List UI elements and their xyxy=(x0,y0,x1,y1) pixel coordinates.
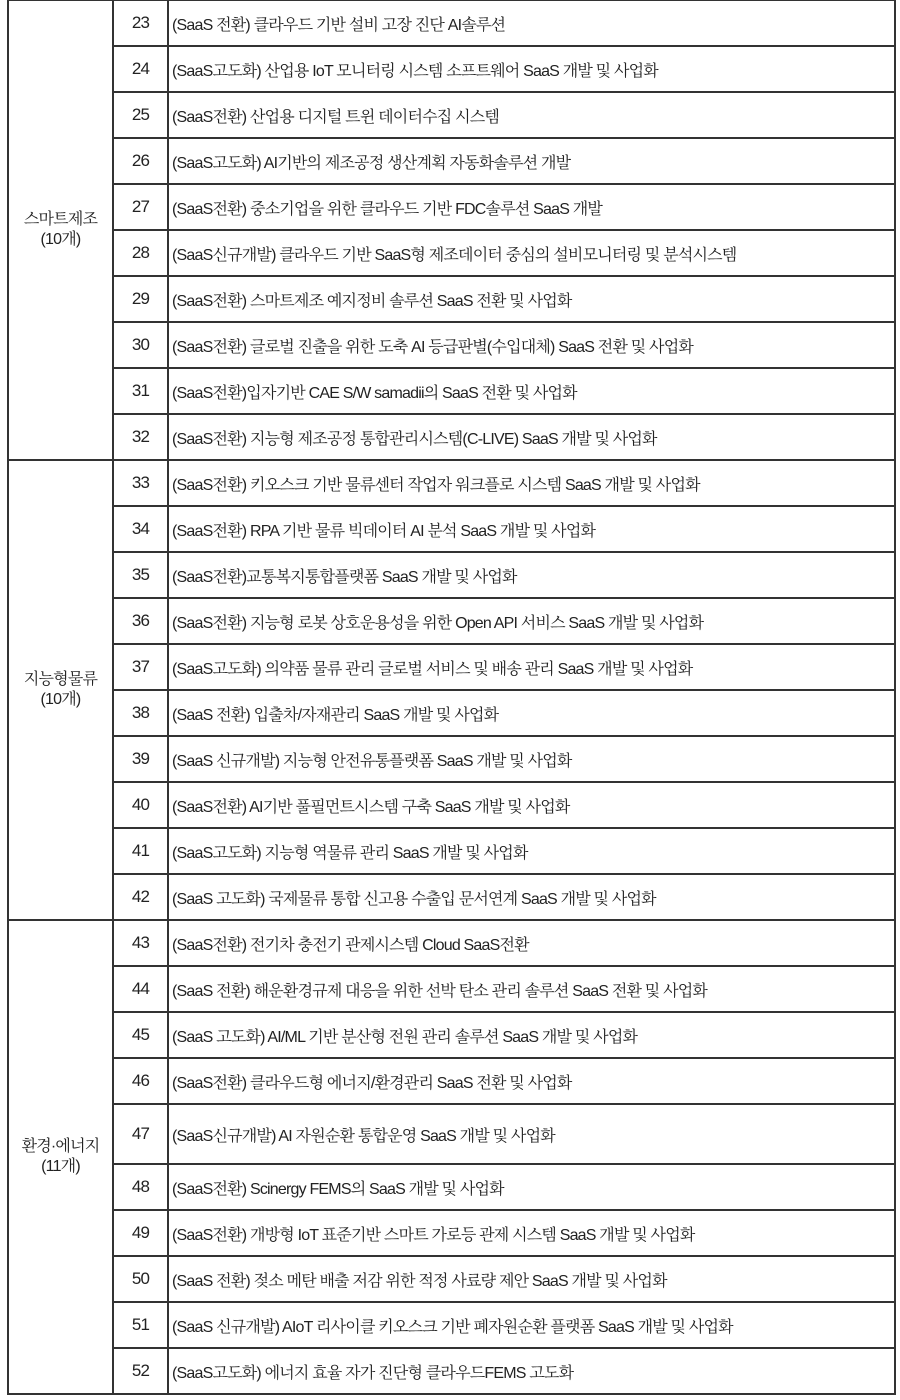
table-row xyxy=(8,828,895,874)
table-row xyxy=(8,230,895,276)
project-title: (SaaS 전환) 클라우드 기반 설비 고장 진단 AI솔루션 xyxy=(168,0,895,46)
table-row xyxy=(8,736,895,782)
row-number: 37 xyxy=(113,644,168,690)
row-number: 33 xyxy=(113,460,168,506)
row-number: 36 xyxy=(113,598,168,644)
project-title: (SaaS전환) Scinergy FEMS의 SaaS 개발 및 사업화 xyxy=(168,1164,895,1210)
category-name: 환경·에너지 xyxy=(21,1138,100,1155)
project-table xyxy=(7,0,896,1395)
row-number: 43 xyxy=(113,920,168,966)
project-title: (SaaS전환) 지능형 제조공정 통합관리시스템(C-LIVE) SaaS 개발 및 사업화 xyxy=(168,414,895,460)
table-row xyxy=(8,1256,895,1302)
row-number: 52 xyxy=(113,1348,168,1394)
row-number: 31 xyxy=(113,368,168,414)
project-title: (SaaS고도화) 의약품 물류 관리 글로벌 서비스 및 배송 관리 SaaS 개발 및 사업화 xyxy=(168,644,895,690)
table-row xyxy=(8,1012,895,1058)
row-number: 51 xyxy=(113,1302,168,1348)
table-row xyxy=(8,1348,895,1394)
table-row xyxy=(8,552,895,598)
project-title: (SaaS신규개발) 클라우드 기반 SaaS형 제조데이터 중심의 설비모니터링 및 분석시스템 xyxy=(168,230,895,276)
project-table-body xyxy=(8,0,895,1394)
table-row xyxy=(8,1164,895,1210)
project-title: (SaaS전환) AI기반 풀필먼트시스템 구축 SaaS 개발 및 사업화 xyxy=(168,782,895,828)
project-title: (SaaS전환) 전기차 충전기 관제시스템 Cloud SaaS전환 xyxy=(168,920,895,966)
category-name: 지능형물류 xyxy=(23,671,98,688)
row-number: 25 xyxy=(113,92,168,138)
project-title: (SaaS전환) RPA 기반 물류 빅데이터 AI 분석 SaaS 개발 및 사업화 xyxy=(168,506,895,552)
table-row xyxy=(8,1058,895,1104)
project-title: (SaaS 전환) 젖소 메탄 배출 저감 위한 적정 사료량 제안 SaaS 개발 및 사업화 xyxy=(168,1256,895,1302)
row-number: 41 xyxy=(113,828,168,874)
row-number: 29 xyxy=(113,276,168,322)
table-row xyxy=(8,920,895,966)
project-title: (SaaS 전환) 입출차/자재관리 SaaS 개발 및 사업화 xyxy=(168,690,895,736)
category-cell xyxy=(8,0,113,460)
table-row xyxy=(8,690,895,736)
table-row xyxy=(8,506,895,552)
row-number: 23 xyxy=(113,0,168,46)
row-number: 34 xyxy=(113,506,168,552)
table-row xyxy=(8,1210,895,1256)
project-title: (SaaS고도화) 에너지 효율 자가 진단형 클라우드FEMS 고도화 xyxy=(168,1348,895,1394)
row-number: 47 xyxy=(113,1104,168,1164)
project-title: (SaaS전환) 스마트제조 예지정비 솔루션 SaaS 전환 및 사업화 xyxy=(168,276,895,322)
row-number: 30 xyxy=(113,322,168,368)
project-title: (SaaS고도화) AI기반의 제조공정 생산계획 자동화솔루션 개발 xyxy=(168,138,895,184)
row-number: 39 xyxy=(113,736,168,782)
project-title: (SaaS 신규개발) 지능형 안전유통플랫폼 SaaS 개발 및 사업화 xyxy=(168,736,895,782)
project-title: (SaaS전환) 클라우드형 에너지/환경관리 SaaS 전환 및 사업화 xyxy=(168,1058,895,1104)
row-number: 35 xyxy=(113,552,168,598)
project-title: (SaaS전환)교통복지통합플랫폼 SaaS 개발 및 사업화 xyxy=(168,552,895,598)
row-number: 46 xyxy=(113,1058,168,1104)
table-row xyxy=(8,874,895,920)
category-count: (10개) xyxy=(40,691,81,708)
project-title: (SaaS 고도화) 국제물류 통합 신고용 수출입 문서연계 SaaS 개발 및 사업화 xyxy=(168,874,895,920)
project-title: (SaaS전환) 지능형 로봇 상호운용성을 위한 Open API 서비스 SaaS 개발 및 사업화 xyxy=(168,598,895,644)
category-name: 스마트제조 xyxy=(23,211,98,228)
table-row xyxy=(8,46,895,92)
project-title: (SaaS고도화) 산업용 IoT 모니터링 시스템 소프트웨어 SaaS 개발 및 사업화 xyxy=(168,46,895,92)
table-row xyxy=(8,1104,895,1164)
project-title: (SaaS전환) 개방형 IoT 표준기반 스마트 가로등 관제 시스템 SaaS 개발 및 사업화 xyxy=(168,1210,895,1256)
project-title: (SaaS전환) 글로벌 진출을 위한 도축 AI 등급판별(수입대체) SaaS 전환 및 사업화 xyxy=(168,322,895,368)
category-count: (10개) xyxy=(40,231,81,248)
category-cell xyxy=(8,460,113,920)
table-row xyxy=(8,414,895,460)
table-row xyxy=(8,782,895,828)
project-title: (SaaS고도화) 지능형 역물류 관리 SaaS 개발 및 사업화 xyxy=(168,828,895,874)
table-row xyxy=(8,322,895,368)
row-number: 38 xyxy=(113,690,168,736)
row-number: 42 xyxy=(113,874,168,920)
row-number: 27 xyxy=(113,184,168,230)
table-row xyxy=(8,0,895,46)
table-row xyxy=(8,598,895,644)
table-row xyxy=(8,184,895,230)
project-title: (SaaS 신규개발) AIoT 리사이클 키오스크 기반 폐자원순환 플랫폼 SaaS 개발 및 사업화 xyxy=(168,1302,895,1348)
project-title: (SaaS 전환) 해운환경규제 대응을 위한 선박 탄소 관리 솔루션 SaaS 전환 및 사업화 xyxy=(168,966,895,1012)
category-count: (11개) xyxy=(41,1158,80,1175)
project-title: (SaaS전환) 중소기업을 위한 클라우드 기반 FDC솔루션 SaaS 개발 xyxy=(168,184,895,230)
table-row xyxy=(8,138,895,184)
project-title: (SaaS전환) 산업용 디지털 트윈 데이터수집 시스템 xyxy=(168,92,895,138)
project-title: (SaaS전환) 키오스크 기반 물류센터 작업자 워크플로 시스템 SaaS 개발 및 사업화 xyxy=(168,460,895,506)
row-number: 48 xyxy=(113,1164,168,1210)
row-number: 50 xyxy=(113,1256,168,1302)
table-row xyxy=(8,92,895,138)
project-title: (SaaS 고도화) AI/ML 기반 분산형 전원 관리 솔루션 SaaS 개발 및 사업화 xyxy=(168,1012,895,1058)
table-row xyxy=(8,644,895,690)
table-row xyxy=(8,460,895,506)
table-row xyxy=(8,368,895,414)
row-number: 28 xyxy=(113,230,168,276)
table-row xyxy=(8,966,895,1012)
row-number: 26 xyxy=(113,138,168,184)
row-number: 45 xyxy=(113,1012,168,1058)
row-number: 40 xyxy=(113,782,168,828)
category-cell xyxy=(8,920,113,1394)
project-title: (SaaS신규개발) AI 자원순환 통합운영 SaaS 개발 및 사업화 xyxy=(168,1104,895,1164)
row-number: 32 xyxy=(113,414,168,460)
table-row xyxy=(8,276,895,322)
project-title: (SaaS전환)입자기반 CAE S/W samadii의 SaaS 전환 및 사업화 xyxy=(168,368,895,414)
row-number: 44 xyxy=(113,966,168,1012)
table-row xyxy=(8,1302,895,1348)
row-number: 49 xyxy=(113,1210,168,1256)
row-number: 24 xyxy=(113,46,168,92)
